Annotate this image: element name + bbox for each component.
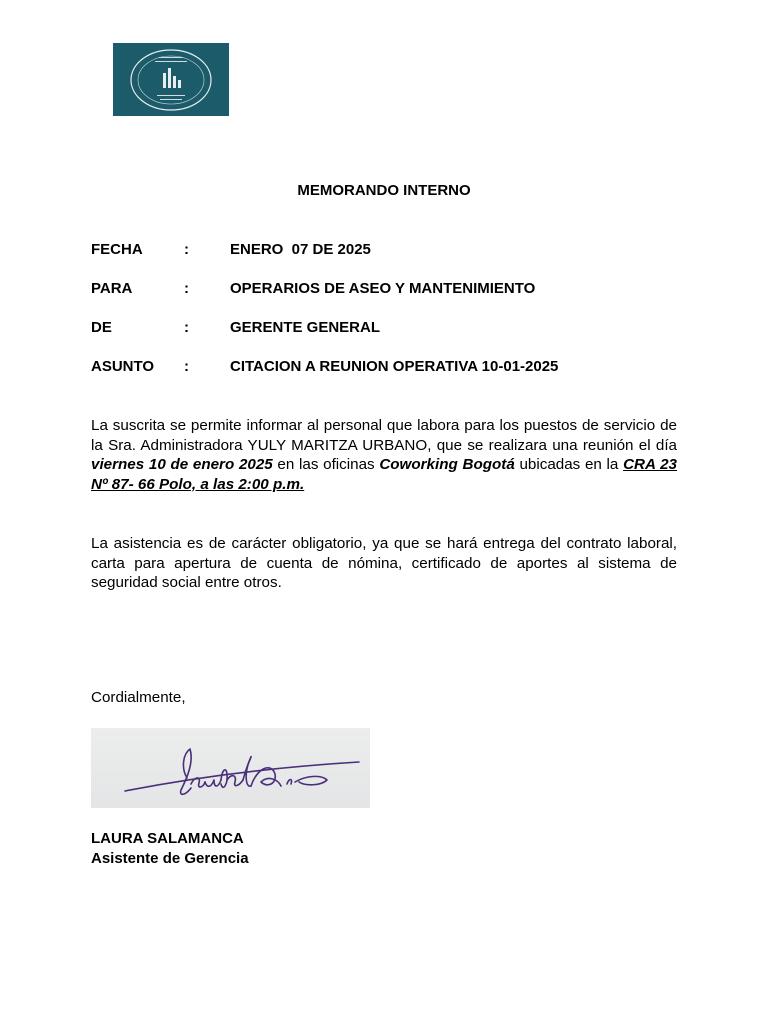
company-logo-icon [113, 43, 229, 116]
paragraph-text: ubicadas en la [514, 456, 624, 473]
field-separator: : [184, 358, 189, 375]
paragraph-text: La suscrita se permite informar al personal que labora para los puestos de servicio de la Sra. Administradora YULY MARITZA URBANO, que se realizara una reunión el día [91, 417, 677, 454]
company-logo [113, 43, 229, 116]
field-separator: : [184, 280, 189, 297]
field-value: ENERO 07 DE 2025 [230, 241, 371, 258]
field-separator: : [184, 319, 189, 336]
signature-image [91, 728, 370, 808]
paragraph-text: en las oficinas [272, 456, 380, 473]
handwritten-signature-icon [91, 728, 370, 808]
field-label: PARA [91, 280, 133, 297]
memo-title: MEMORANDO INTERNO [297, 182, 471, 199]
body-paragraph-1 [91, 416, 677, 494]
closing-salutation: Cordialmente, [91, 689, 186, 706]
meeting-place: Coworking Bogotá [379, 456, 515, 473]
meeting-address: CRA 23 Nº 87- 66 Polo, a las 2:00 p.m. [91, 456, 677, 493]
field-label: ASUNTO [91, 358, 155, 375]
field-value: OPERARIOS DE ASEO Y MANTENIMIENTO [230, 280, 536, 297]
field-value: CITACION A REUNION OPERATIVA 10-01-2025 [230, 358, 559, 375]
field-label: FECHA [91, 241, 143, 258]
body-paragraph-2: La asistencia es de carácter obligatorio, ya que se hará entrega del contrato laboral, carta para apertura de cuenta de nómina, certificado de aportes al sistema de seguridad social entre otros. [91, 535, 677, 591]
field-value: GERENTE GENERAL [230, 319, 381, 336]
signer-name: LAURA SALAMANCA [91, 830, 244, 847]
field-separator: : [184, 241, 189, 258]
meeting-date: viernes 10 de enero 2025 [91, 456, 273, 473]
field-label: DE [91, 319, 112, 336]
signer-position: Asistente de Gerencia [91, 850, 249, 867]
